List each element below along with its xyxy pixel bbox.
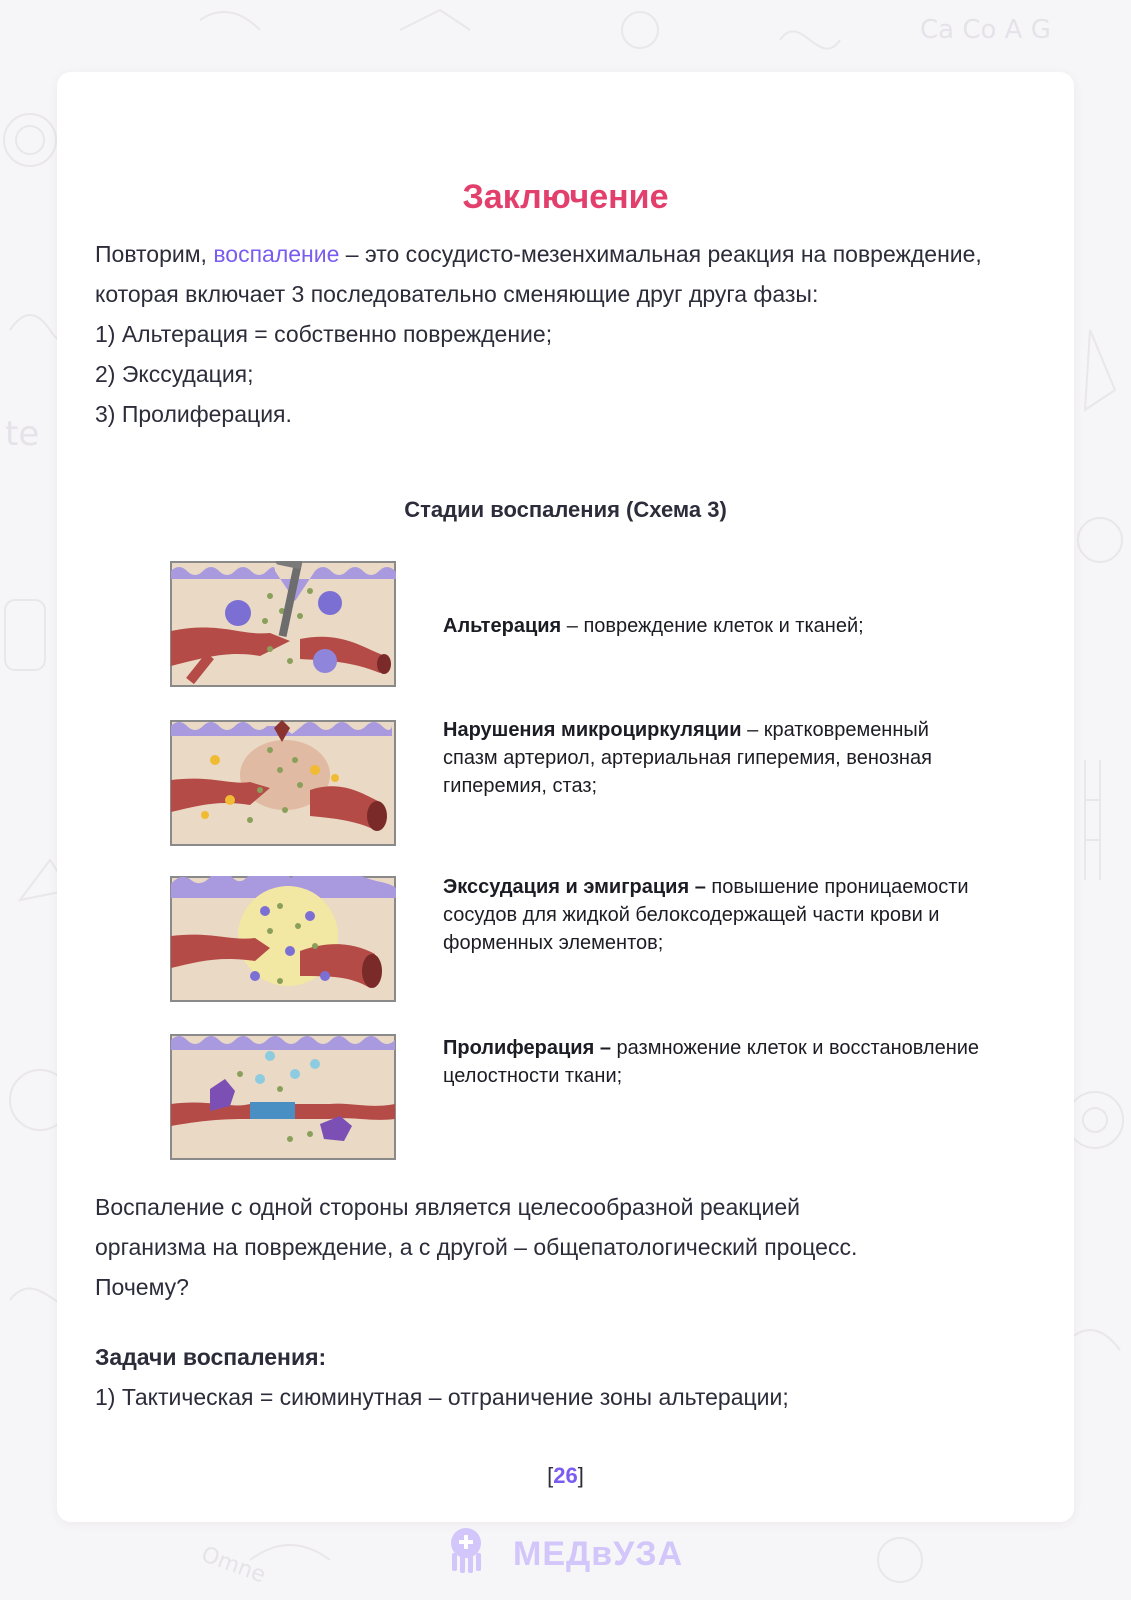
logo-text: МЕДвУЗА <box>513 1535 684 1573</box>
tasks-heading: Задачи воспаления: <box>95 1344 327 1370</box>
stage-proliferation-image <box>170 1034 396 1160</box>
intro-item: 2) Экссудация; <box>95 361 254 387</box>
stage-exudation-text: Экссудация и эмиграция – повышение проницаемости сосудов для жидкой белоксодержащей части крови и форменных элементов; <box>443 876 969 954</box>
svg-text:te: te <box>5 414 40 454</box>
intro-definition: Повторим, воспаление – это сосудисто-мезенхимальная реакция на повреждение, которая включает 3 последовательно сменяющие друг друга фазы: <box>95 241 982 307</box>
svg-text:Omne: Omne <box>197 1542 269 1589</box>
page-title: Заключение <box>462 177 669 216</box>
intro-block <box>95 234 1045 434</box>
page-number: [26] <box>547 1463 584 1488</box>
paragraph-purpose: Воспаление с одной стороны является целесообразной реакцией организма на повреждение, а с другой – общепатологический процесс. Почему? <box>95 1194 858 1300</box>
stage-microcirculation-image <box>170 720 396 846</box>
svg-text:Ca Co A G: Ca Co A G <box>920 15 1051 45</box>
stage-alteration-text: Альтерация – повреждение клеток и тканей; <box>443 615 864 637</box>
stage-exudation-image <box>170 876 396 1002</box>
schema-title: Стадии воспаления (Схема 3) <box>404 497 727 522</box>
stage-proliferation-text: Пролиферация – размножение клеток и восстановление целостности ткани; <box>443 1037 980 1087</box>
stage-microcirculation-text: Нарушения микроциркуляции – кратковременный спазм артериол, артериальная гиперемия, венозная гиперемия, стаз; <box>443 719 932 797</box>
term-link[interactable]: воспаление <box>213 241 340 267</box>
tasks-item: 1) Тактическая = сиюминутная – отграничение зоны альтерации; <box>95 1384 789 1410</box>
intro-item: 1) Альтерация = собственно повреждение; <box>95 321 553 347</box>
intro-item: 3) Пролиферация. <box>95 401 292 427</box>
stage-alteration-image <box>170 561 396 687</box>
